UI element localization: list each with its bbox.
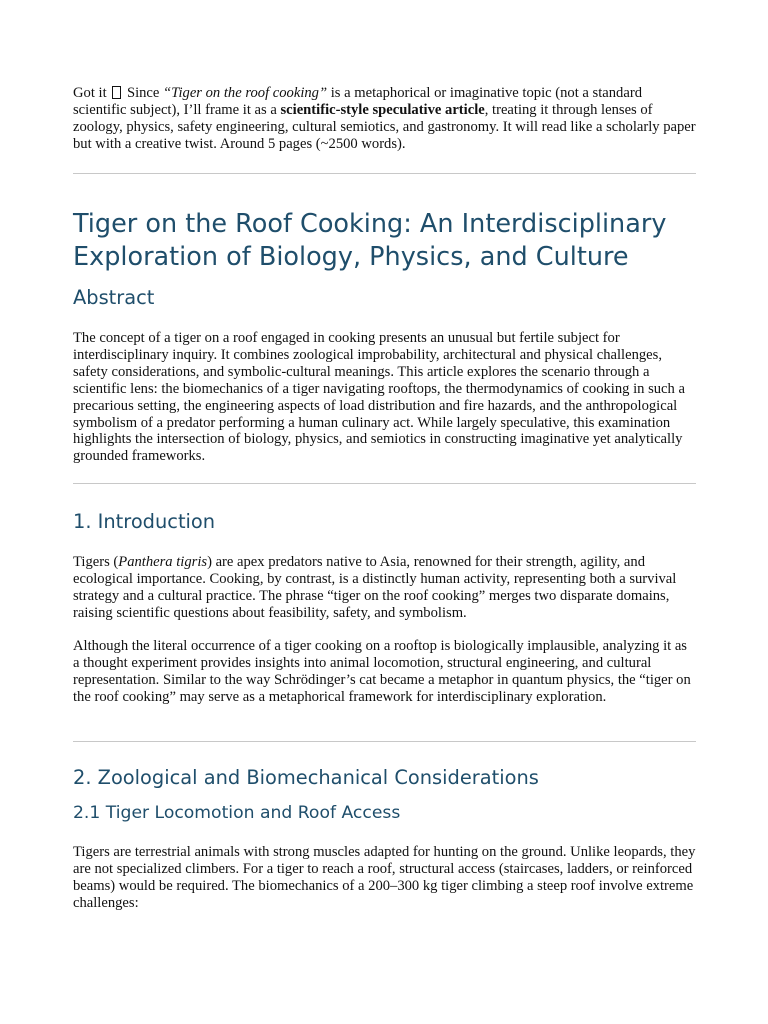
abstract-heading: Abstract xyxy=(73,286,155,309)
abstract-paragraph: The concept of a tiger on a roof engaged in cooking presents an unusual but fertile subject for interdisciplinary inquiry. It combines zoological improbability, architectural and physical challenges, safety considerations, and symbolic-cultural meanings. This article explores the scenario through a scientific lens: the biomechanics of a tiger navigating rooftops, the thermodynamics of cooking in such a precarious setting, the engineering aspects of load distribution and fire hazards, and the anthropological symbolism of a predator performing a human culinary act. While largely speculative, this examination highlights the intersection of biology, physics, and semiotics in constructing imaginative yet analytically grounded frameworks. xyxy=(73,330,685,465)
intro-paragraph xyxy=(73,85,696,153)
intro-text-got-it: Got it xyxy=(73,85,107,101)
divider xyxy=(73,483,696,484)
section-2-1-paragraph: Tigers are terrestrial animals with strong muscles adapted for hunting on the ground. Unlike leopards, they are not specialized climbers. For a tiger to reach a roof, structural access (staircases, ladders, or reinforced beams) would be required. The biomechanics of a 200–300 kg tiger climbing a steep roof involve extreme challenges: xyxy=(73,844,696,911)
introduction-heading: 1. Introduction xyxy=(73,510,216,533)
intro-p1-start: Tigers ( xyxy=(73,554,119,570)
section-2-1-heading: 2.1 Tiger Locomotion and Roof Access xyxy=(73,803,401,823)
section-2-heading: 2. Zoological and Biomechanical Considerations xyxy=(73,766,539,789)
intro-text-end: , treating it through lenses of zoology, physics, safety engineering, cultural semiotics, and gastronomy. It will read like a scholarly paper but with a creative twist. Around 5 pages (~2500 words). xyxy=(73,101,696,152)
introduction-paragraph-2: Although the literal occurrence of a tiger cooking on a rooftop is biologically implausible, analyzing it as a thought experiment provides insights into animal locomotion, structural engineering, and cultural representation. Similar to the way Schrödinger’s cat became a metaphor in quantum physics, the “tiger on the roof cooking” may serve as a metaphorical framework for interdisciplinary exploration. xyxy=(73,638,691,705)
intro-p1-rest: ) are apex predators native to Asia, renowned for their strength, agility, and ecological importance. Cooking, by contrast, is a distinctly human activity, representing both a survival strategy and a cultural practice. The phrase “tiger on the roof cooking” merges two disparate domains, raising scientific questions about feasibility, safety, and symbolism. xyxy=(73,554,677,621)
intro-article-type: scientific-style speculative article xyxy=(280,101,485,118)
missing-glyph-icon xyxy=(112,86,121,99)
species-name: Panthera tigris xyxy=(118,554,208,570)
intro-topic-quote: “Tiger on the roof cooking” xyxy=(163,85,328,101)
divider xyxy=(73,173,696,174)
introduction-paragraph-1 xyxy=(73,554,696,622)
divider xyxy=(73,741,696,742)
intro-text-since: Since xyxy=(123,85,164,101)
document-title: Tiger on the Roof Cooking: An Interdisciplinary Exploration of Biology, Physics, and Culture xyxy=(73,209,667,272)
intro-text-mid: is a metaphorical or imaginative topic (not a standard scientific subject), I’ll frame it as a xyxy=(73,85,642,118)
